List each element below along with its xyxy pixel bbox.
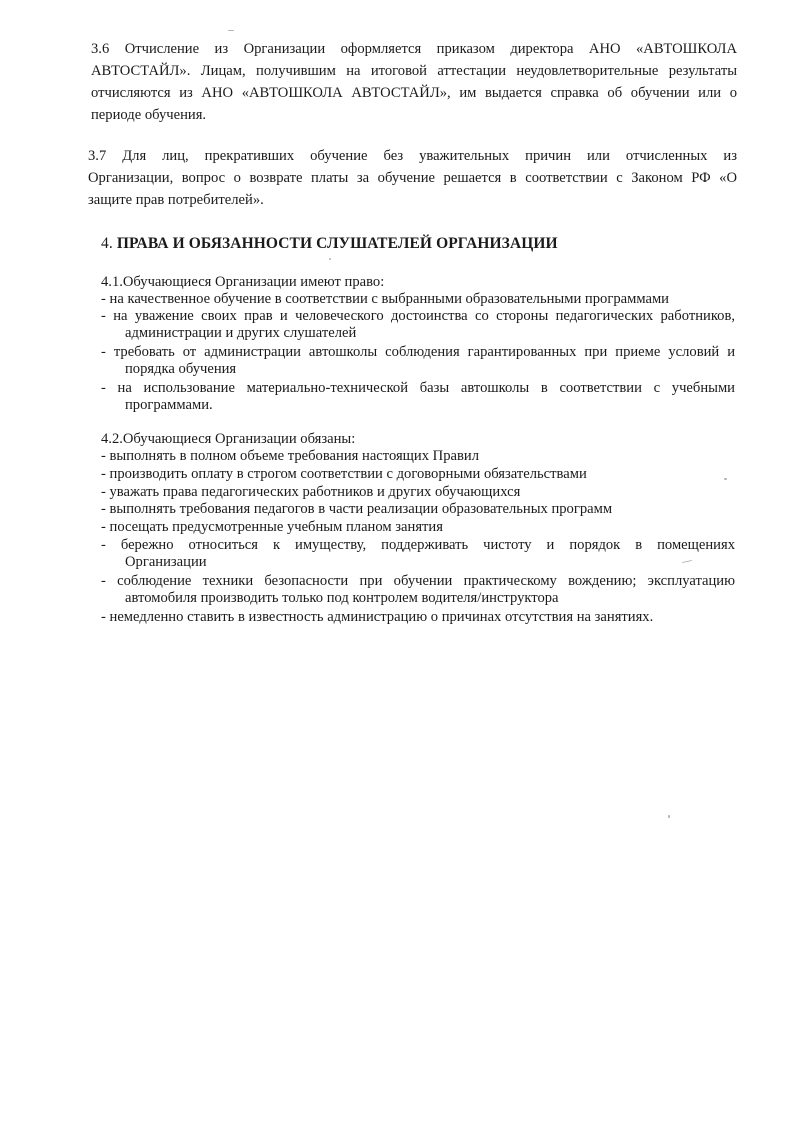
list-item — [101, 466, 735, 483]
paragraph-3-7 — [88, 145, 737, 211]
paragraph-line: отчисляются из АНО «АВТОШКОЛА АВТОСТАЙЛ», им выдается справка об обучении или о — [91, 85, 737, 101]
list-item-text: - соблюдение техники безопасности при обучении практическому вождению; эксплуатацию — [101, 573, 735, 589]
paragraph-line: 3.6 Отчисление из Организации оформляется приказом директора АНО «АВТОШКОЛА — [91, 41, 737, 57]
paragraph-line: Организации, вопрос о возврате платы за обучение решается в соответствии с Законом РФ «О — [88, 170, 737, 186]
list-item-text: - требовать от администрации автошколы соблюдения гарантированных при приеме условий и — [101, 344, 735, 360]
scan-speck — [228, 30, 234, 31]
list-item-text: - на использование материально-технической базы автошколы в соответствии с учебными — [101, 380, 735, 396]
scan-speck — [724, 478, 727, 480]
list-item — [101, 484, 735, 501]
list-item-text: - немедленно ставить в известность администрацию о причинах отсутствия на занятиях. — [101, 609, 654, 625]
section-heading — [101, 233, 558, 255]
list-item — [101, 448, 735, 465]
list-item-continuation: программами. — [125, 397, 213, 413]
list-item-text: - выполнять в полном объеме требования настоящих Правил — [101, 448, 479, 464]
list-item — [101, 344, 735, 378]
paragraph-3-6 — [91, 38, 737, 126]
list-item — [101, 308, 735, 342]
paragraph-line: защите прав потребителей». — [88, 192, 264, 208]
scan-speck — [329, 258, 331, 260]
list-item-text: - на уважение своих прав и человеческого достоинства со стороны педагогических работников, — [101, 308, 735, 324]
list-item-continuation: автомобиля производить только под контролем водителя/инструктора — [125, 590, 559, 606]
list-item — [101, 573, 735, 607]
list-item-text: - на качественное обучение в соответствии с выбранными образовательными программами — [101, 291, 669, 307]
list-item-continuation: администрации и других слушателей — [125, 325, 357, 341]
list-item — [101, 291, 735, 308]
list-item — [101, 380, 735, 414]
list-item-text: - посещать предусмотренные учебным планом занятия — [101, 519, 443, 535]
scan-speck — [668, 815, 670, 818]
list-item — [101, 501, 735, 518]
section-number: 4. — [101, 235, 113, 252]
list-item — [101, 609, 735, 626]
list-item-text: - уважать права педагогических работников и других обучающихся — [101, 484, 521, 500]
section-title: ПРАВА И ОБЯЗАННОСТИ СЛУШАТЕЛЕЙ ОРГАНИЗАЦИИ — [116, 235, 558, 252]
list-item-continuation: Организации — [125, 554, 207, 570]
list-item — [101, 519, 735, 536]
paragraph-line: периоде обучения. — [91, 107, 207, 123]
list-item-continuation: порядка обучения — [125, 361, 237, 377]
list-item — [101, 537, 735, 571]
list-item-text: - производить оплату в строгом соответствии с договорными обязательствами — [101, 466, 587, 482]
duties-intro: 4.2.Обучающиеся Организации обязаны: — [101, 431, 356, 447]
paragraph-line: 3.7 Для лиц, прекративших обучение без уважительных причин или отчисленных из — [88, 148, 737, 164]
paragraph-line: АВТОСТАЙЛ». Лицам, получившим на итоговой аттестации неудовлетворительные результаты — [91, 63, 737, 79]
rights-intro: 4.1.Обучающиеся Организации имеют право: — [101, 274, 385, 290]
list-item-text: - бережно относиться к имуществу, поддерживать чистоту и порядок в помещениях — [101, 537, 735, 553]
list-item-text: - выполнять требования педагогов в части реализации образовательных программ — [101, 501, 613, 517]
